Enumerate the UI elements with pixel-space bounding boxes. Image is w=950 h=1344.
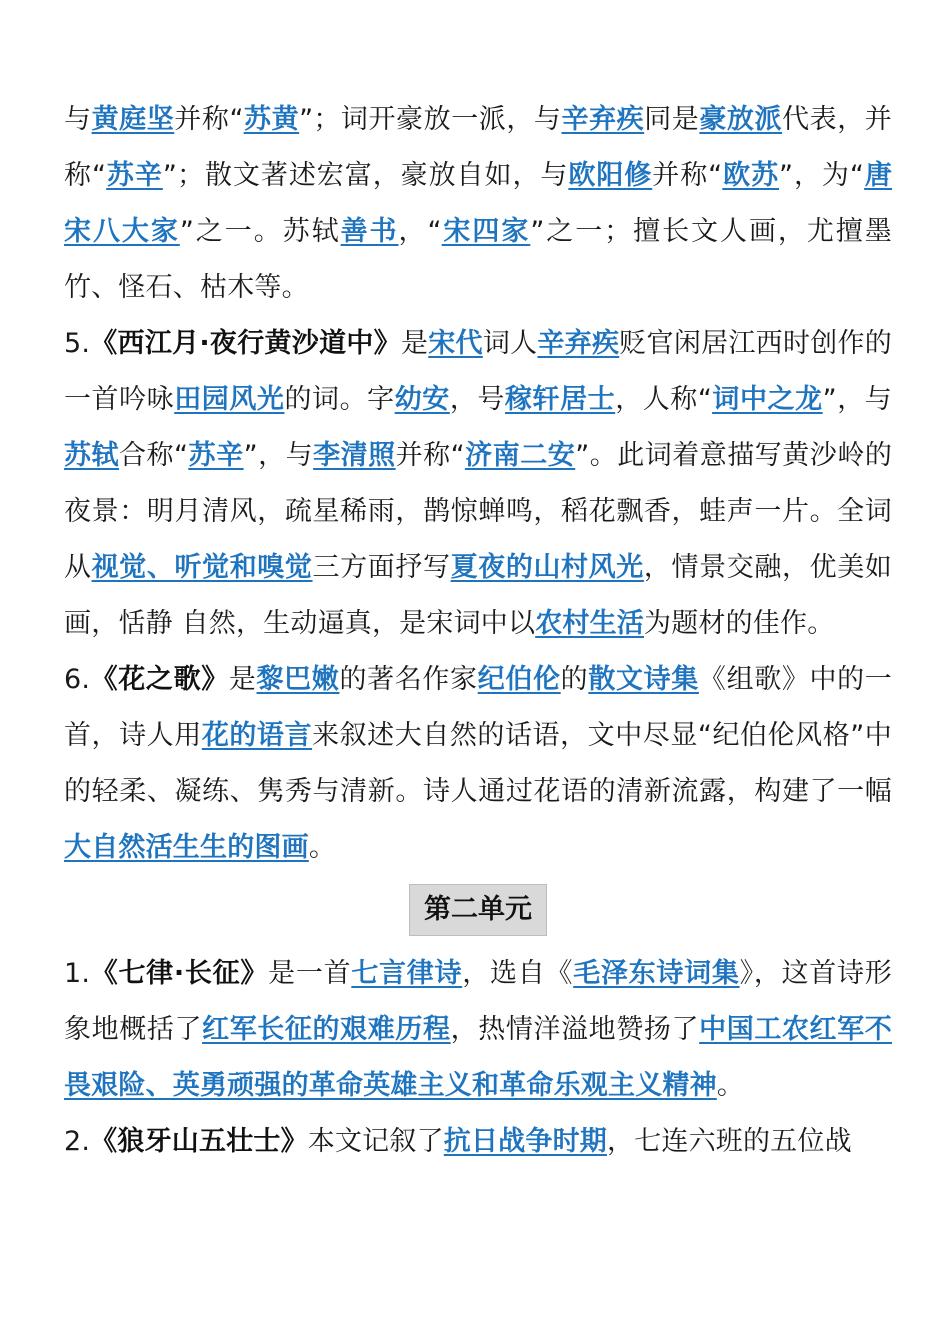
keyword: 中国工农红军不畏艰险、英勇顽强的革命英雄主义和革命乐观主义精神 — [64, 1014, 892, 1101]
text: 代表，并称“ — [64, 104, 892, 191]
text: 的著名作家 — [339, 664, 478, 695]
text: 合称“ — [119, 440, 189, 471]
keyword: 农村生活 — [535, 608, 644, 639]
keyword: 宋代 — [428, 328, 483, 359]
text: ，人称“ — [615, 384, 713, 415]
text: 为题材的佳作。 — [644, 608, 835, 639]
text: ，七连六班的五位战 — [606, 1126, 852, 1157]
keyword: 李清照 — [313, 440, 396, 471]
text: ”；词开豪放一派，与 — [299, 104, 562, 135]
keyword: 词中之龙 — [712, 384, 823, 415]
paragraph-item-6 — [64, 652, 892, 876]
text: ”之一。苏轼 — [179, 216, 341, 247]
text: ”，与 — [243, 440, 314, 471]
text: ”。此词着意描写黄沙岭的夜景：明月清风，疏星稀雨，鹊惊蝉鸣，稻花飘香，蛙声一片。全词从 — [64, 440, 893, 583]
keyword: 黎巴嫩 — [256, 664, 340, 695]
keyword: 欧苏 — [722, 160, 780, 191]
text: 的词。字 — [284, 384, 395, 415]
item-number: 2. — [64, 1126, 91, 1157]
keyword: 大自然活生生的图画 — [64, 832, 309, 863]
text: ，选自《 — [462, 958, 574, 989]
keyword: 唐宋八大家 — [64, 160, 893, 247]
item-number: 6. — [64, 664, 91, 695]
keyword: 豪放派 — [699, 104, 783, 135]
paragraph-item-5 — [64, 316, 892, 652]
keyword: 辛弃疾 — [537, 328, 620, 359]
work-title: 《西江月·夜行黄沙道中》 — [90, 328, 401, 359]
keyword: 苏辛 — [188, 440, 244, 471]
text: ，号 — [449, 384, 505, 415]
document-page — [64, 92, 892, 1170]
keyword: 红军长征的艰难历程 — [202, 1014, 451, 1045]
text: 并称“ — [395, 440, 465, 471]
keyword: 七言律诗 — [351, 958, 463, 989]
text: 同是 — [644, 104, 700, 135]
text: 并称“ — [174, 104, 244, 135]
text: ，热情洋溢地赞扬了 — [450, 1014, 700, 1045]
keyword: 辛弃疾 — [561, 104, 645, 135]
text: 本文记叙了 — [307, 1126, 444, 1157]
keyword: 黄庭坚 — [91, 104, 175, 135]
text: ”，与 — [822, 384, 892, 415]
text: 贬官闲居江西时创作的一首吟咏 — [64, 328, 893, 415]
section-title: 第二单元 — [409, 884, 547, 936]
keyword: 抗日战争时期 — [443, 1126, 607, 1157]
work-title: 《花之歌》 — [90, 664, 229, 695]
text: 与 — [64, 104, 92, 135]
text: ”之一；擅长文人画，尤擅墨竹、怪石、枯木等。 — [64, 216, 892, 303]
text: ，“ — [398, 216, 442, 247]
work-title: 《狼牙山五壮士》 — [90, 1126, 308, 1157]
keyword: 视觉、听觉和嗅觉 — [91, 552, 313, 583]
keyword: 幼安 — [394, 384, 450, 415]
text: 三方面抒写 — [312, 552, 451, 583]
paragraph-unit2-item-2 — [64, 1114, 892, 1170]
text: ”；散文著述宏富，豪放自如，与 — [162, 160, 569, 191]
text: 的 — [560, 664, 589, 695]
keyword: 夏夜的山村风光 — [450, 552, 644, 583]
paragraph-su-shi — [64, 92, 892, 316]
keyword: 散文诗集 — [588, 664, 699, 695]
text: 。 — [716, 1070, 745, 1101]
text: 是 — [228, 664, 257, 695]
text: 并称“ — [652, 160, 723, 191]
text: ”，为“ — [779, 160, 865, 191]
keyword: 毛泽东诗词集 — [573, 958, 740, 989]
text: 词人 — [482, 328, 538, 359]
text: 来叙述大自然的话语，文中尽显“纪伯伦风格”中的轻柔、凝练、隽秀与清新。诗人通过花语的清新流露，构建了一幅 — [64, 720, 893, 807]
keyword: 欧阳修 — [568, 160, 653, 191]
text: 》，这首诗形象地概括了 — [64, 958, 892, 1045]
section-heading-wrap — [64, 884, 892, 940]
keyword: 苏轼 — [64, 440, 120, 471]
keyword: 纪伯伦 — [477, 664, 561, 695]
work-title: 《七律·长征》 — [90, 958, 269, 989]
text: ，情景交融，优美如画，恬静 自然，生动逼真，是宋词中以 — [64, 552, 893, 639]
paragraph-unit2-item-1 — [64, 946, 892, 1114]
keyword: 稼轩居士 — [504, 384, 616, 415]
keyword: 苏黄 — [243, 104, 300, 135]
item-number: 5. — [64, 328, 91, 359]
text: 。 — [308, 832, 337, 863]
text: 《组歌》中的一首，诗人用 — [64, 664, 893, 751]
keyword: 宋四家 — [441, 216, 531, 247]
keyword: 济南二安 — [464, 440, 576, 471]
keyword: 善书 — [340, 216, 399, 247]
keyword: 田园风光 — [174, 384, 285, 415]
text: 是 — [400, 328, 429, 359]
keyword: 苏辛 — [106, 160, 163, 191]
keyword: 花的语言 — [201, 720, 313, 751]
text: 是一首 — [268, 958, 352, 989]
item-number: 1. — [64, 958, 91, 989]
